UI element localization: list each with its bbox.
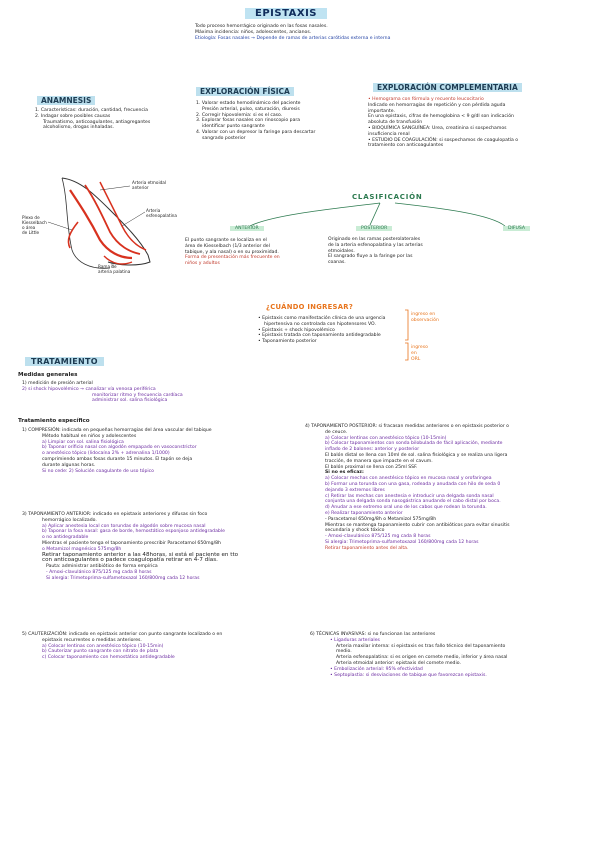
nasal-cavity-outline bbox=[62, 178, 110, 268]
tap-anterior-line: b) Taponar la fosa nasal: gasa de borde, hemostático esponjoso antidegradable bbox=[42, 529, 225, 535]
ingreso-bracket-1 bbox=[405, 310, 408, 340]
clasificacion-anterior: ANTERIOR bbox=[230, 226, 264, 231]
vessel-anterior bbox=[70, 190, 132, 258]
tecnicas-line: • Septoplastia: si desviaciones de tabique que favorezcan epistaxis. bbox=[330, 672, 487, 678]
tap-posterior-line: a) Colocar lentinas con anestésico tópico (10-15min) bbox=[325, 435, 447, 441]
vessel-posterior bbox=[100, 182, 146, 250]
cuando-ingresar-list bbox=[258, 316, 385, 345]
clasificacion-arrow-anterior bbox=[250, 203, 380, 226]
clasificacion-arrow-difusa bbox=[395, 203, 505, 226]
tecnicas-invasivas-block bbox=[310, 632, 507, 678]
ingresar-item: • Epistaxis como manifestación clínica de una urgencia bbox=[258, 316, 386, 321]
label-line: Rama de bbox=[98, 264, 117, 269]
tap-posterior-line: Mientras se mantenga taponamiento cubrir con antibióticos para evitar sinusitis bbox=[325, 522, 510, 528]
cauterizacion-line: a) Colocar lentinas con anestésico tópico (10-15min) bbox=[42, 643, 164, 649]
posterior-line: coanas. bbox=[328, 260, 346, 266]
tap-posterior-line: dejando 3 extremos libres bbox=[325, 487, 385, 493]
ingreso-orl-note bbox=[411, 345, 428, 362]
tap-anterior-line: Si alergia: Trimetoprima-sulfametoxazol 160/800mg cada 12 horas bbox=[46, 575, 200, 581]
label-kiesselbach bbox=[22, 215, 47, 235]
anamnesis-item: alcoholismo, drogas inhaladas. bbox=[43, 125, 114, 131]
tap-anterior-line: a) Aplicar anestesia local con torundas de algodón sobre mucosa nasal bbox=[42, 523, 206, 529]
tecnicas-line: • Ligaduras arteriales bbox=[330, 637, 380, 643]
complementaria-item: En una epistaxis, cifras de hemoglobina < 9 g/dl son indicación bbox=[368, 114, 514, 120]
taponamiento-anterior-block bbox=[22, 512, 238, 582]
tap-anterior-line: con anticoagulantes o padece coagulopatía retirar en 4-7 días. bbox=[42, 557, 218, 564]
clasificacion-posterior: POSTERIOR bbox=[356, 226, 392, 231]
complementaria-item: tratamiento con anticoagulantes bbox=[368, 143, 444, 149]
tap-posterior-line: secundaria y shock tóxico bbox=[325, 528, 385, 534]
label-line: de Little bbox=[22, 230, 40, 235]
complementaria-item: insuficiencia renal bbox=[368, 131, 410, 137]
exploracion-item: 2. Corregir hipovolemia: si es el caso. bbox=[196, 112, 283, 118]
exploracion-item: Presión arterial, pulso, saturación, diuresis bbox=[202, 106, 300, 112]
tecnicas-line: Arteria maxilar interna: si epistaxis es tras fallo técnico del taponamiento bbox=[336, 643, 506, 649]
vessel-plexus bbox=[68, 222, 78, 248]
label-line: Plexo de bbox=[22, 215, 40, 220]
ingresar-item: hipertensiva no controlada con hipotensores VO. bbox=[264, 321, 376, 327]
medidas-generales-title: Medidas generales bbox=[18, 372, 78, 378]
cauterizacion-line: 5) CAUTERIZACIÓN: indicado en epistaxis anterior con punto sangrante localizado o en bbox=[22, 632, 223, 637]
tratamiento-title: TRATAMIENTO bbox=[25, 357, 104, 366]
leader-line bbox=[122, 212, 145, 226]
tap-posterior-line: d) Anudar a ese extremo oral uno de los cabos que rodean la torunda. bbox=[325, 505, 487, 511]
compresion-block bbox=[22, 428, 212, 474]
cuando-ingresar-title: ¿CUÁNDO INGRESAR? bbox=[266, 303, 354, 311]
tap-posterior-line: b) Colocar taponamientos con sonda bilobulada de fácil aplicación, mediante bbox=[325, 441, 503, 447]
tecnicas-line: medio. bbox=[336, 649, 352, 655]
label-etmoidal bbox=[132, 180, 166, 190]
exploracion-item: sangrado posterior bbox=[202, 135, 246, 141]
label-line: o área bbox=[22, 225, 36, 230]
tap-anterior-line: Retirar taponamiento anterior a las 48horas, si está el paciente en tto bbox=[42, 551, 239, 558]
tap-posterior-line: de ceuce. bbox=[325, 429, 348, 435]
label-esfenopalatina bbox=[146, 208, 177, 218]
cauterizacion-line: b) Cauterizar punto sangrante con nitrato de plata bbox=[42, 649, 159, 655]
anterior-line: área de Kiesselbach (1/3 anterior del bbox=[185, 243, 270, 249]
anamnesis-item: 1. Características: duración, cantidad, frecuencia bbox=[35, 108, 148, 113]
tap-anterior-line: - Amoxi-clavulánico 875/125 mg cada 8 horas bbox=[46, 569, 152, 575]
nose-outline bbox=[62, 178, 150, 265]
posterior-line: etmoidales. bbox=[328, 248, 355, 254]
tap-posterior-line: c) Retirar las mechas con anestesia e introducir una delgada sonda nasal bbox=[325, 493, 494, 499]
compresion-line: o anestésico tópico (lidocaína 2% + adrenalina 1/1000) bbox=[42, 451, 170, 457]
tap-posterior-line: conjunta una delgada sonda nasogástrica anudando el cabo distal por boca. bbox=[325, 499, 501, 505]
cauterizacion-block bbox=[22, 632, 222, 661]
cauterizacion-line: epistaxis recurrentes o medidas anteriores. bbox=[42, 637, 142, 643]
label-line: arteria palatina bbox=[98, 269, 131, 274]
compresion-line: Si no cede: 2) Solución coagulante de uso tópico bbox=[42, 468, 154, 474]
complementaria-item: Indicado en hemorragias de repetición y con pérdida aguda bbox=[368, 102, 506, 108]
label-palatina bbox=[98, 264, 130, 274]
label-line: Arteria bbox=[146, 208, 161, 213]
medidas-generales-list bbox=[22, 381, 183, 404]
leader-line bbox=[100, 186, 130, 190]
clasificacion-difusa: DIFUSA bbox=[503, 226, 530, 231]
complementaria-item: importante. bbox=[368, 108, 395, 114]
compresion-line: comprimiendo ambas fosas durante 15 minutos. El tapón se deja bbox=[42, 456, 193, 462]
ingresar-item: • Taponamiento posterior bbox=[258, 339, 317, 345]
medidas-item: monitorizar ritmo y frecuencia cardíaca bbox=[92, 392, 183, 398]
tratamiento-especifico-title: Tratamiento específico bbox=[18, 418, 90, 424]
vessel-middle bbox=[85, 185, 140, 254]
tap-posterior-line: 4) TAPONAMIENTO POSTERIOR: si fracasan medidas anteriores o en epistaxis posterior o bbox=[305, 424, 509, 429]
intro-line: Etiología: Fosas nasales → Depende de ramas de arterias carótidas externa e interna bbox=[195, 35, 391, 41]
complementaria-item: • ESTUDIO DE COAGULACIÓN: si sospechamos de coagulopatía o bbox=[368, 137, 519, 143]
tap-posterior-line: El balón proximal se llena con 25ml SSF. bbox=[325, 464, 418, 470]
tecnicas-line: Arteria esfenopalatina: si es origen en cornete medio, inferior y área nasal bbox=[336, 655, 508, 661]
anterior-line: niños y adultos bbox=[185, 261, 220, 267]
medidas-item: 1) medición de presión arterial bbox=[22, 381, 93, 386]
cauterizacion-line: c) Colocar taponamiento con hemostático antidegradable bbox=[42, 655, 175, 661]
exploracion-item: 1. Valorar estado hemodinámico del paciente bbox=[196, 101, 301, 106]
anterior-line: tabique, y ala nasal) o en su proximidad. bbox=[185, 249, 279, 255]
tap-anterior-line: hemorrágico localizado. bbox=[42, 517, 97, 523]
intro-line: Todo proceso hemorrágico originado en las fosas nasales. bbox=[195, 24, 328, 29]
tap-posterior-line: tracción, de manera que impacte en el cavum. bbox=[325, 458, 433, 464]
tecnicas-line: 6) TÉCNICAS INVASIVAS: si no funcionan las anteriores bbox=[310, 632, 436, 637]
tap-anterior-line: o Metamizol magnésico 575mg/8h bbox=[42, 546, 122, 552]
tecnicas-line: Arteria etmoidal anterior: epistaxis del cornete medio. bbox=[336, 660, 461, 666]
ingreso-observacion-note bbox=[411, 312, 439, 324]
tap-posterior-line: - Amoxi-clavulánico 875/125 mg cada 8 horas bbox=[325, 534, 431, 540]
intro-line: Máxima incidencia: niños, adolescentes, ancianos. bbox=[195, 29, 312, 35]
exploracion-item: identificar punto sangrante bbox=[202, 124, 265, 130]
anterior-line: Forma de presentación más frecuente en bbox=[185, 255, 280, 261]
tap-posterior-line: a) Colocar mechas con anestésico tópico en mucosa nasal y orofaringea bbox=[325, 476, 492, 482]
medidas-item: administrar sol. salina fisiológica bbox=[92, 398, 168, 404]
tap-posterior-line: Si no es eficaz: bbox=[325, 470, 364, 476]
posterior-line: El sangrado fluye a la faringe por las bbox=[328, 254, 413, 260]
label-line: Kiesselbach bbox=[22, 220, 47, 225]
compresion-line: durante algunas horas. bbox=[42, 462, 96, 468]
label-line: Arteria etmoidal bbox=[132, 180, 166, 185]
exploracion-item: 4. Valorar con un depresor la faringe para descartar bbox=[196, 129, 316, 135]
ingresar-item: • Epistaxis tratada con taponamiento antidegradable bbox=[258, 333, 381, 339]
tap-anterior-line: Mientras el paciente tenga el taponamiento prescribir Paracetamol 650mg/8h bbox=[42, 540, 221, 546]
medidas-item: 2) si shock hipovolémico → canalizar vía venosa periférica bbox=[22, 386, 156, 392]
compresion-line: a) Limpiar con sol. salina fisiológica bbox=[42, 439, 124, 445]
compresion-line: b) Taponar orificio nasal con algodón empapado en vasoconstrictor bbox=[42, 445, 197, 451]
complementaria-item: absoluta de transfusión bbox=[368, 120, 423, 126]
exploracion-complementaria-title: EXPLORACIÓN COMPLEMENTARIA bbox=[373, 83, 522, 92]
taponamiento-posterior-block bbox=[305, 424, 510, 552]
posterior-line: Originado en las ramas posterolaterales bbox=[328, 237, 421, 242]
clasificacion-title: CLASIFICACIÓN bbox=[352, 193, 423, 201]
tap-posterior-line: Si alergia: Trimetoprima-sulfametoxazol 160/800mg cada 12 horas bbox=[325, 539, 479, 545]
label-line: anterior bbox=[132, 185, 149, 190]
clasificacion-posterior-text bbox=[328, 237, 423, 266]
label-line: esfenopalatina bbox=[146, 213, 178, 218]
ingreso-bracket-2 bbox=[405, 343, 408, 360]
tap-posterior-line: Retirar taponamiento antes del alta. bbox=[325, 545, 409, 551]
anamnesis-item: Traumatismo, anticoagulantes, antiagregantes bbox=[43, 119, 151, 125]
clasificacion-anterior-text bbox=[185, 238, 280, 267]
note-line: ORL bbox=[411, 356, 421, 362]
tap-posterior-line: b) Formar una torunda con una gasa, rodeada y anudada con hilo de seda 0 bbox=[325, 481, 501, 487]
note-line: ingreso bbox=[411, 345, 428, 350]
note-line: en bbox=[411, 350, 417, 356]
exploracion-fisica-title: EXPLORACIÓN FÍSICA bbox=[196, 87, 294, 96]
tap-anterior-line: 3) TAPONAMIENTO ANTERIOR: indicado en epistaxis anteriores y difusas sin foco bbox=[22, 512, 208, 517]
compresion-line: Método habitual en niños y adolescentes bbox=[42, 433, 137, 439]
anamnesis-title: ANAMNESIS bbox=[37, 96, 95, 105]
posterior-line: de la arteria esfenopalatina y las arterias bbox=[328, 242, 423, 248]
tap-posterior-line: inflado de 2 balones: anterior y posterior bbox=[325, 447, 420, 453]
tap-anterior-line: o no antidegradable bbox=[42, 535, 89, 541]
note-line: ingreso en bbox=[411, 312, 436, 317]
tap-posterior-line: e) Realizar taponamiento anterior bbox=[325, 510, 403, 516]
exploracion-item: 3. Explorar fosas nasales con rinoscopio para bbox=[196, 118, 301, 124]
clasificacion-arrow-posterior bbox=[370, 203, 380, 225]
anamnesis-item: 2. Indagar sobre posibles causas bbox=[35, 113, 111, 119]
tap-anterior-line: Pauta: administrar antibiótico de forma empírica bbox=[46, 564, 158, 570]
anterior-line: El punto sangrante se localiza en el bbox=[185, 238, 267, 243]
tecnicas-line: • Embolización arterial: 95% efectividad bbox=[330, 666, 423, 672]
tap-posterior-line: - Paracetamol 650mg/8h o Metamizol 575mg/8h bbox=[325, 516, 437, 522]
page-title: EPISTAXIS bbox=[245, 8, 327, 19]
compresion-line: 1) COMPRESIÓN: indicada en pequeñas hemorragias del área vascular del tabique bbox=[22, 428, 212, 433]
ingresar-item: • Epistaxis + shock hipovolémico bbox=[258, 327, 335, 333]
note-line: observación bbox=[411, 317, 439, 323]
complementaria-item: • Hemograma con fórmula y recuento leucocitario bbox=[368, 97, 484, 102]
tap-posterior-line: El balón distal se llena con 10ml de sol. salina fisiológica y se realiza una ligera bbox=[325, 452, 508, 458]
complementaria-item: • BIOQUÍMICA SANGUÍNEA: Urea, creatinina si sospechamos bbox=[368, 125, 507, 131]
